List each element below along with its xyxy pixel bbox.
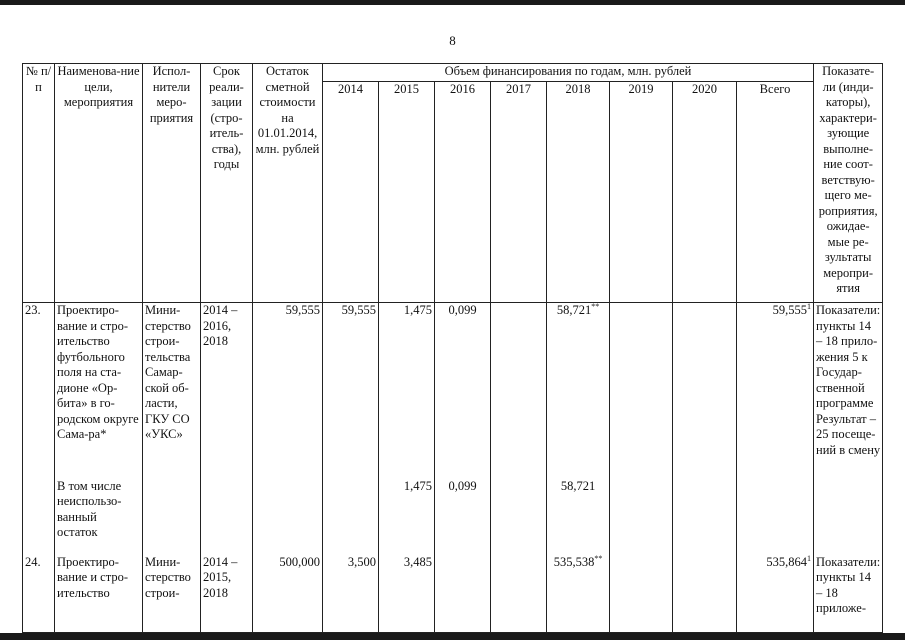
row-indicators: Показатели: пункты 14 – 18 приложе- <box>814 555 883 633</box>
row-2019 <box>610 479 673 555</box>
header-year: 2016 <box>435 82 491 303</box>
header-term: Срок реали-зации (стро-итель-ства), годы <box>201 64 253 303</box>
row-2020 <box>673 303 737 479</box>
row-name: Проектиро-вание и стро-ительство футбольного поля на ста-дионе «Ор-бита» в го-родском округе Сама-ра* <box>55 303 143 479</box>
row-total-note: 1 <box>807 301 811 311</box>
row-2017 <box>491 479 547 555</box>
row-2017 <box>491 303 547 479</box>
row-2018 <box>547 479 610 555</box>
row-num <box>23 479 55 555</box>
row-total <box>737 303 814 479</box>
row-2016: 0,099 <box>435 303 491 479</box>
header-remainder: Остаток сметной стоимости на 01.01.2014, млн. рублей <box>253 64 323 303</box>
row-remainder: 59,555 <box>253 303 323 479</box>
row-executor: Мини-стерство строи-тельства Самар-ской об-ласти, ГКУ СО «УКС» <box>143 303 201 479</box>
row-2018-note: ** <box>591 301 600 311</box>
row-2017 <box>491 555 547 633</box>
row-indicators <box>814 479 883 555</box>
header-total: Всего <box>737 82 814 303</box>
row-2015: 1,475 <box>379 479 435 555</box>
row-2020 <box>673 555 737 633</box>
bottom-border <box>0 633 905 640</box>
row-2015: 3,485 <box>379 555 435 633</box>
row-2016: 0,099 <box>435 479 491 555</box>
header-num: № п/п <box>23 64 55 303</box>
header-year: 2014 <box>323 82 379 303</box>
row-executor: Мини-стерство строи- <box>143 555 201 633</box>
row-term: 2014 – 2015, 2018 <box>201 555 253 633</box>
row-2018-value: 58,721 <box>560 478 596 493</box>
row-name: Проектиро-вание и стро-ительство <box>55 555 143 633</box>
row-2020 <box>673 479 737 555</box>
funding-table <box>22 63 883 633</box>
row-2018-value: 58,721 <box>556 303 592 317</box>
header-executor: Испол-нители меро-приятия <box>143 64 201 303</box>
row-2018-note: ** <box>594 553 603 563</box>
top-border <box>0 0 905 5</box>
row-2019 <box>610 555 673 633</box>
row-total-value: 59,555 <box>772 303 807 317</box>
table-row <box>23 555 883 633</box>
row-2014: 59,555 <box>323 303 379 479</box>
row-total-value: 535,864 <box>766 554 807 569</box>
header-funding: Объем финансирования по годам, млн. рублей <box>323 64 814 82</box>
row-term: 2014 – 2016, 2018 <box>201 303 253 479</box>
header-year: 2019 <box>610 82 673 303</box>
row-2018 <box>547 555 610 633</box>
row-2015: 1,475 <box>379 303 435 479</box>
page-number: 8 <box>449 33 456 48</box>
row-2016 <box>435 555 491 633</box>
row-indicators: Показатели: пункты 14 – 18 прило-жения 5 к Государ-ственной программе Результат – 25 посеще-ний в смену <box>814 303 883 479</box>
row-num: 24. <box>23 555 55 633</box>
row-name: В том числе неиспользо-ванный остаток <box>55 479 143 555</box>
row-total-note: 1 <box>807 553 811 563</box>
header-year: 2020 <box>673 82 737 303</box>
row-remainder <box>253 479 323 555</box>
table-row <box>23 479 883 555</box>
table-row <box>23 303 883 479</box>
row-total <box>737 555 814 633</box>
header-year: 2017 <box>491 82 547 303</box>
header-name: Наименова-ние цели, мероприятия <box>55 64 143 303</box>
header-year: 2018 <box>547 82 610 303</box>
row-total <box>737 479 814 555</box>
row-term <box>201 479 253 555</box>
row-2019 <box>610 303 673 479</box>
row-2018-value: 535,538 <box>553 554 595 569</box>
header-row-1 <box>23 64 883 82</box>
row-2014 <box>323 479 379 555</box>
header-year: 2015 <box>379 82 435 303</box>
header-indicators: Показате-ли (инди-каторы), характери-зующие выполне-ние соот-ветствую-щего ме-роприятия, ожидае-мые ре-зультаты меропри-ятия <box>814 64 883 303</box>
row-num: 23. <box>23 303 55 479</box>
row-executor <box>143 479 201 555</box>
row-remainder: 500,000 <box>253 555 323 633</box>
row-2014: 3,500 <box>323 555 379 633</box>
row-2018 <box>547 303 610 479</box>
